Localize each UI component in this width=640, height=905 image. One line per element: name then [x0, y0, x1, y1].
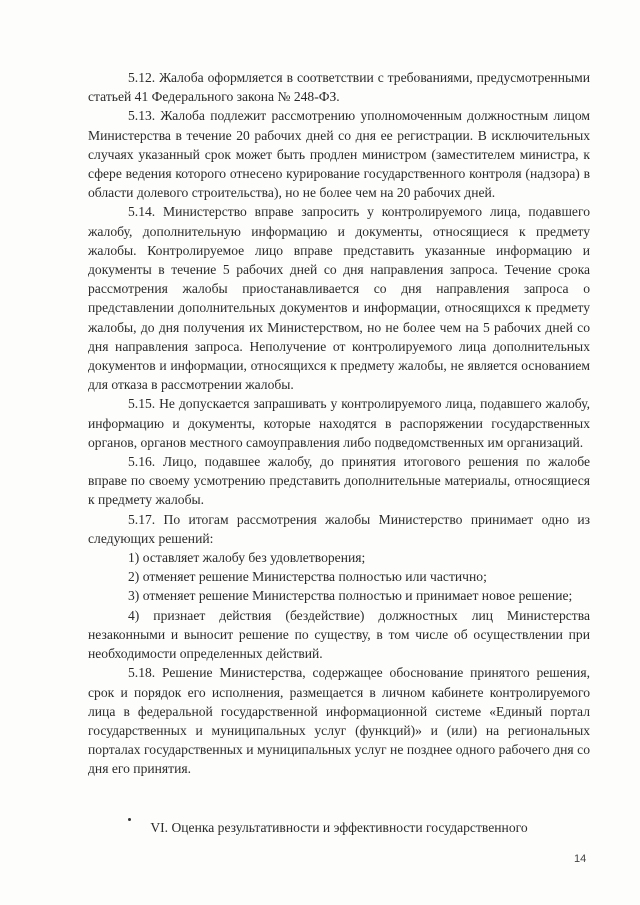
- paragraph-5-15: 5.15. Не допускается запрашивать у контролируемого лица, подавшего жалобу, информацию и документы, которые находятся в распоряжении государственных органов, органов местного самоуправления либо подведомственных им организаций.: [88, 396, 590, 450]
- page-number: 14: [574, 853, 587, 865]
- document-body: [88, 68, 590, 779]
- section-heading: VI. Оценка результативности и эффективности государственного: [150, 820, 528, 835]
- paragraph-5-14: 5.14. Министерство вправе запросить у контролируемого лица, подавшего жалобу, дополнительную информацию и документы, относящиеся к предмету жалобы. Контролируемое лицо вправе представить указанные информацию и документы в течение 5 рабочих дней со дня направления запроса. Течение срока рассмотрения жалобы приостанавливается со дня направления запроса о представлении дополнительных документов и информации, относящихся к предмету жалобы, до дня получения их Министерством, но не более чем на 5 рабочих дней со дня направления запроса. Неполучение от контролируемого лица дополнительных документов и информации, относящихся к предмету жалобы, не является основанием для отказа в рассмотрении жалобы.: [88, 204, 590, 393]
- paragraph-5-13: 5.13. Жалоба подлежит рассмотрению уполномоченным должностным лицом Министерства в течение 20 рабочих дней со дня ее регистрации. В исключительных случаях указанный срок может быть продлен министром (заместителем министра, к сфере ведения которого отнесено курирование государственного контроля (надзора) в области долевого строительства), но не более чем на 20 рабочих дней.: [88, 108, 590, 201]
- paragraph-5-18: 5.18. Решение Министерства, содержащее обоснование принятого решения, срок и порядок его исполнения, размещается в личном кабинете контролируемого лица в федеральной государственной информационной системе «Единый портал государственных и муниципальных услуг (функций)» и (или) на региональных порталах государственных и муниципальных услуг не позднее одного рабочего дня со дня его принятия.: [88, 665, 590, 777]
- paragraph-5-16: 5.16. Лицо, подавшее жалобу, до принятия итогового решения по жалобе вправе по своему усмотрению представить дополнительные материалы, относящиеся к предмету жалобы.: [88, 454, 590, 508]
- decision-item-3: 3) отменяет решение Министерства полностью и принимает новое решение;: [128, 588, 573, 604]
- paragraph-5-17: 5.17. По итогам рассмотрения жалобы Министерство принимает одно из следующих решений:: [88, 511, 590, 546]
- decision-item-4: 4) признает действия (бездействие) должностных лиц Министерства незаконными и выносит решение по существу, в том числе об осуществлении при необходимости определенных действий.: [88, 607, 590, 662]
- decision-item-2: 2) отменяет решение Министерства полностью или частично;: [128, 569, 487, 585]
- decision-item-1: 1) оставляет жалобу без удовлетворения;: [128, 550, 366, 566]
- paragraph-5-12: 5.12. Жалоба оформляется в соответствии с требованиями, предусмотренными статьей 41 Федерального закона № 248-ФЗ.: [88, 70, 590, 105]
